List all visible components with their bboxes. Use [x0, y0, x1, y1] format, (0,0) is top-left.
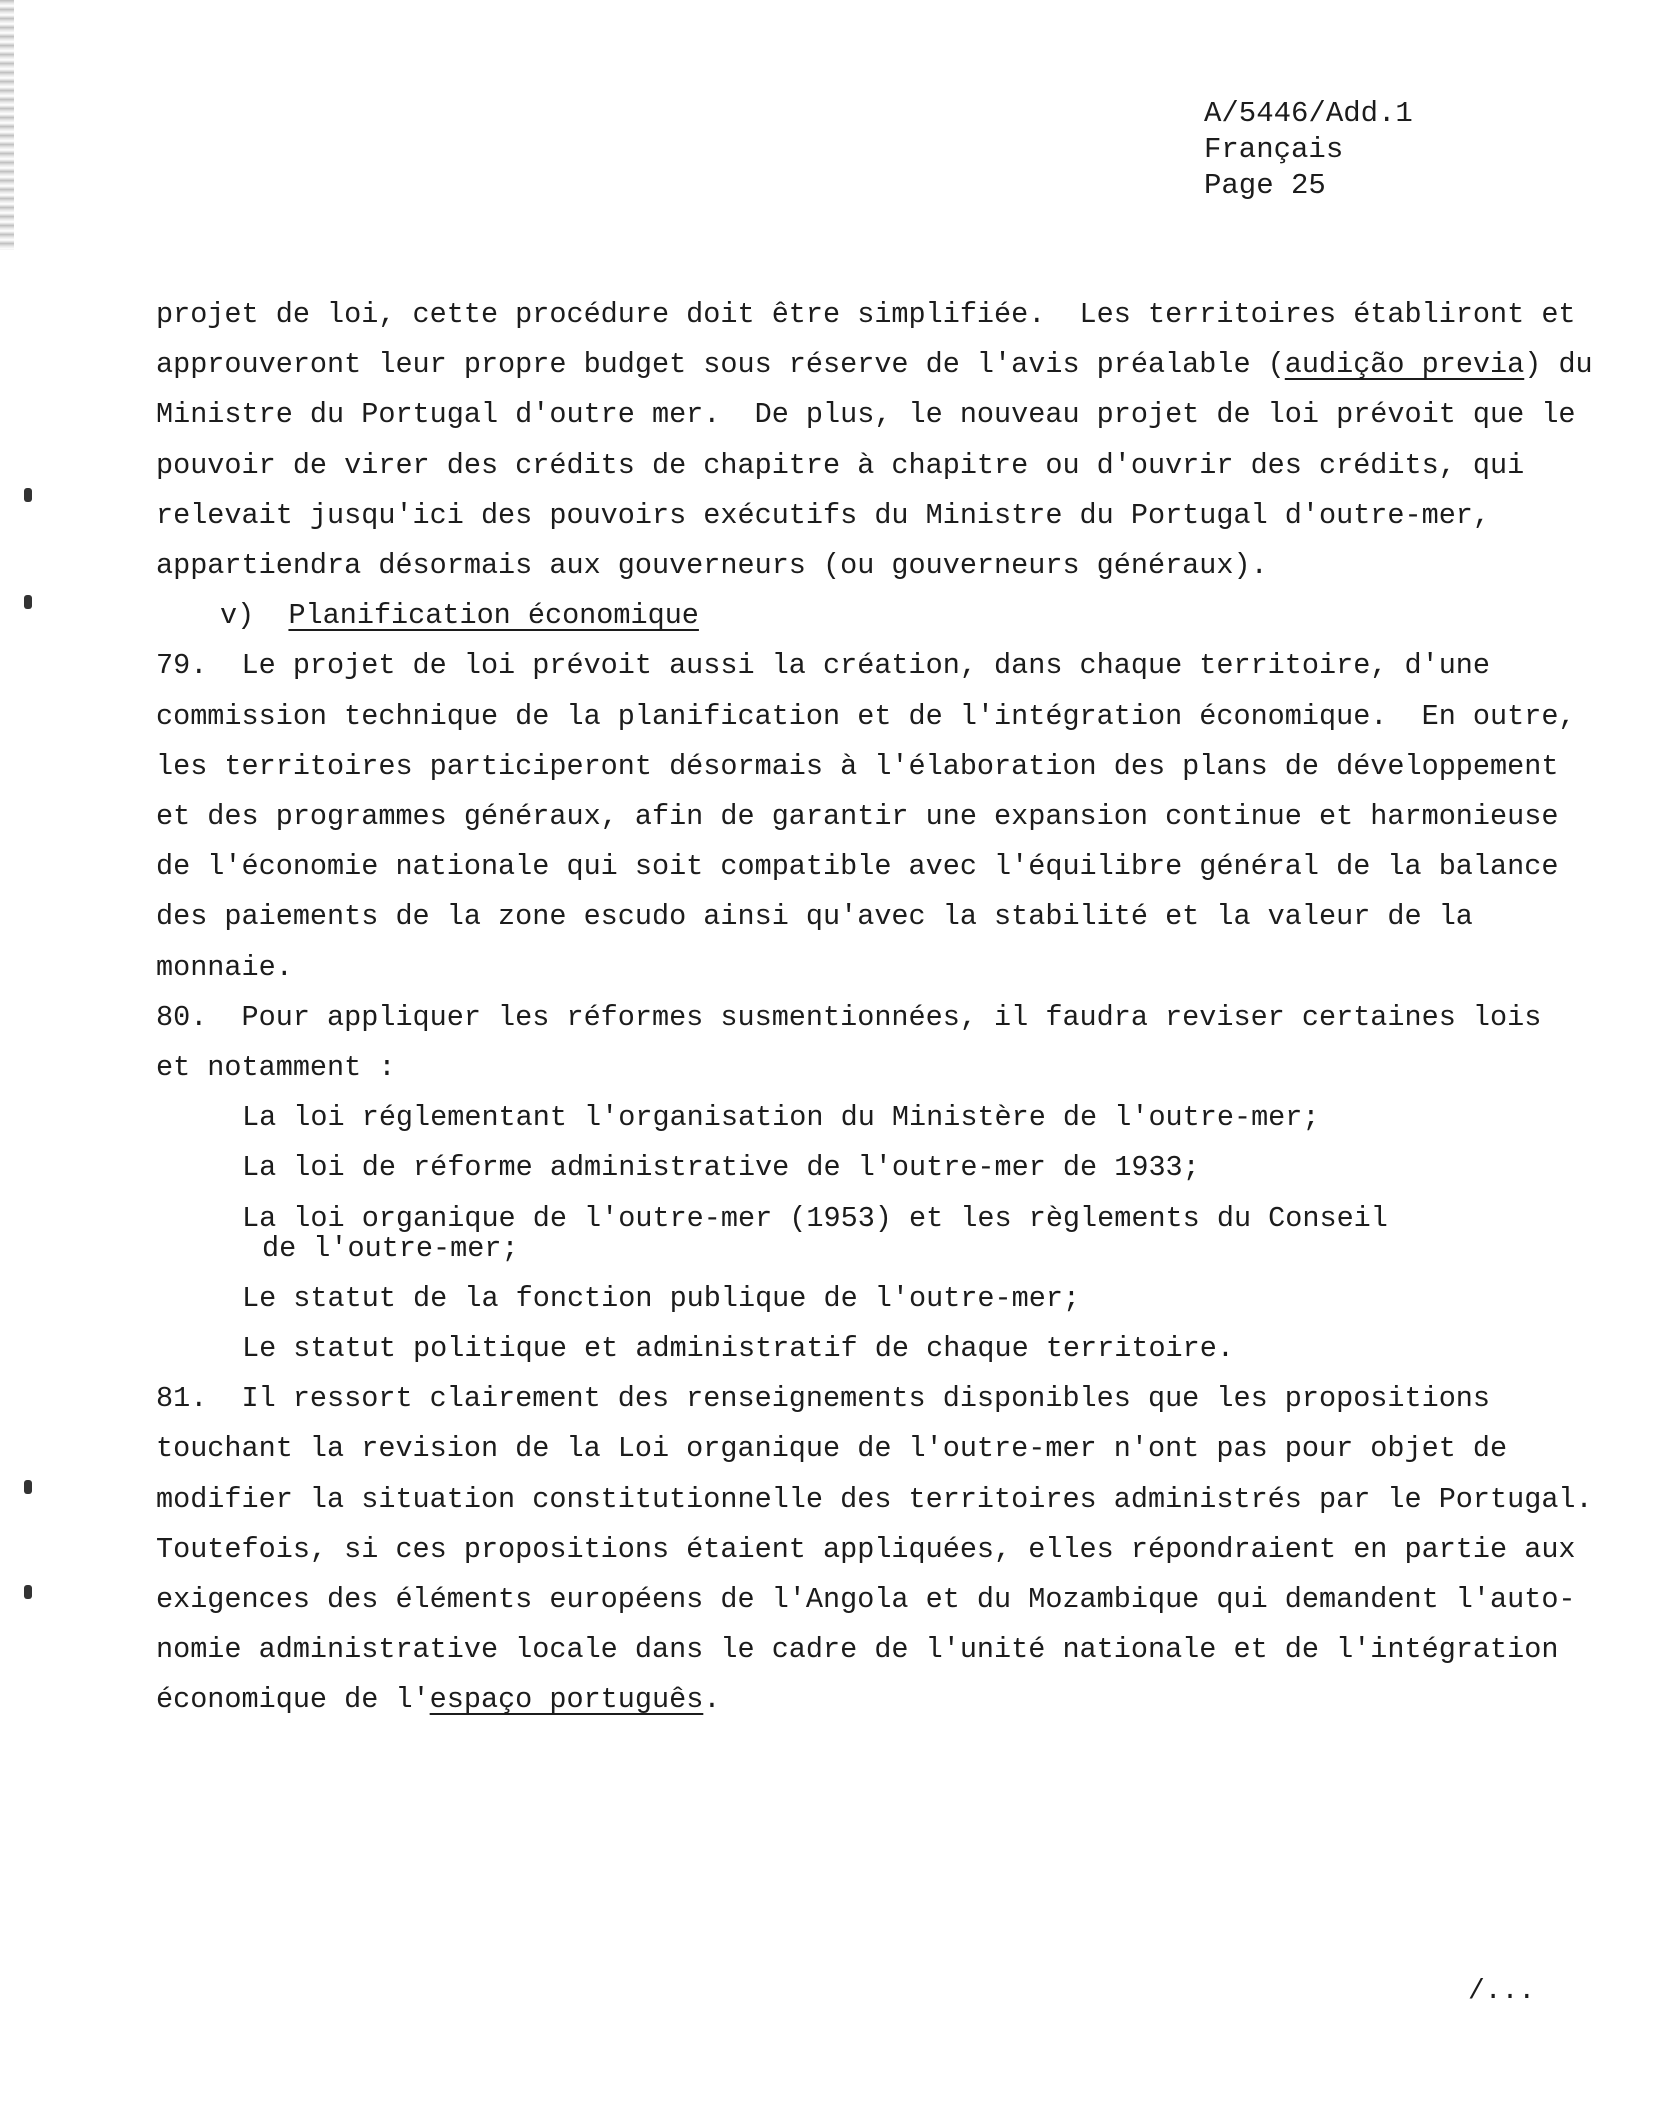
text-line: appartiendra désormais aux gouverneurs (ou gouverneurs généraux).	[156, 549, 1268, 583]
text-line: et notamment :	[156, 1051, 396, 1085]
text-line: de l'économie nationale qui soit compatible avec l'équilibre général de la balance	[156, 850, 1559, 884]
text-line: nomie administrative locale dans le cadre de l'unité nationale et de l'intégration	[156, 1633, 1559, 1667]
text-line: Ministre du Portugal d'outre mer. De plus, le nouveau projet de loi prévoit que le	[156, 398, 1576, 432]
text-line: Toutefois, si ces propositions étaient appliquées, elles répondraient en partie aux	[156, 1532, 1576, 1566]
scan-edge-artifact	[0, 0, 14, 250]
text-line: pouvoir de virer des crédits de chapitre à chapitre ou d'ouvrir des crédits, qui	[156, 448, 1525, 482]
text-line: approuveront leur propre budget sous réserve de l'avis préalable (audição previa) du	[156, 348, 1593, 382]
text-line: projet de loi, cette procédure doit être simplifiée. Les territoires établiront et	[156, 298, 1576, 331]
list-item: La loi organique de l'outre-mer (1953) et les règlements du Conseil	[242, 1201, 1388, 1235]
document-symbol: A/5446/Add.1	[1204, 97, 1413, 130]
section-heading	[156, 591, 1556, 641]
section-number: v)	[220, 599, 255, 633]
list-item: Le statut politique et administratif de chaque territoire.	[242, 1332, 1234, 1366]
text-line: 80. Pour appliquer les réformes susmentionnées, il faudra reviser certaines lois	[156, 1000, 1542, 1034]
document-header	[1204, 96, 1413, 204]
continuation-mark: /...	[1468, 1976, 1536, 2007]
text-line: 79. Le projet de loi prévoit aussi la création, dans chaque territoire, d'une	[156, 649, 1491, 683]
page-number: Page 25	[1204, 169, 1326, 202]
text-line: monnaie.	[156, 950, 293, 984]
list-item: Le statut de la fonction publique de l'outre-mer;	[242, 1281, 1081, 1315]
document-body	[156, 290, 1593, 1726]
list-item: La loi de réforme administrative de l'outre-mer de 1933;	[242, 1151, 1200, 1185]
document-language: Français	[1204, 133, 1344, 166]
text-line: exigences des éléments européens de l'Angola et du Mozambique qui demandent l'auto-	[156, 1583, 1576, 1617]
text-line: touchant la revision de la Loi organique de l'outre-mer n'ont pas pour objet de	[156, 1432, 1508, 1466]
text-line: modifier la situation constitutionnelle des territoires administrés par le Portugal.	[156, 1482, 1593, 1516]
text-line: 81. Il ressort clairement des renseignements disponibles que les propositions	[156, 1382, 1491, 1416]
margin-mark	[24, 1480, 32, 1494]
underlined-term: espaço português	[429, 1683, 704, 1717]
underlined-term: audição previa	[1284, 348, 1525, 382]
list-item-continuation: de l'outre-mer;	[262, 1231, 519, 1265]
text-line: relevait jusqu'ici des pouvoirs exécutifs du Ministre du Portugal d'outre-mer,	[156, 498, 1491, 532]
text-line: économique de l'espaço português.	[156, 1683, 721, 1717]
margin-mark	[24, 595, 32, 609]
margin-mark	[24, 1585, 32, 1599]
text-line: commission technique de la planification et de l'intégration économique. En outre,	[156, 699, 1576, 733]
list-item: La loi réglementant l'organisation du Ministère de l'outre-mer;	[242, 1101, 1320, 1135]
section-title: Planification économique	[288, 599, 699, 633]
margin-mark	[24, 488, 32, 502]
text-line: et des programmes généraux, afin de garantir une expansion continue et harmonieuse	[156, 800, 1559, 834]
text-line: les territoires participeront désormais à l'élaboration des plans de développement	[156, 749, 1559, 783]
text-line: des paiements de la zone escudo ainsi qu'avec la stabilité et la valeur de la	[156, 900, 1473, 934]
